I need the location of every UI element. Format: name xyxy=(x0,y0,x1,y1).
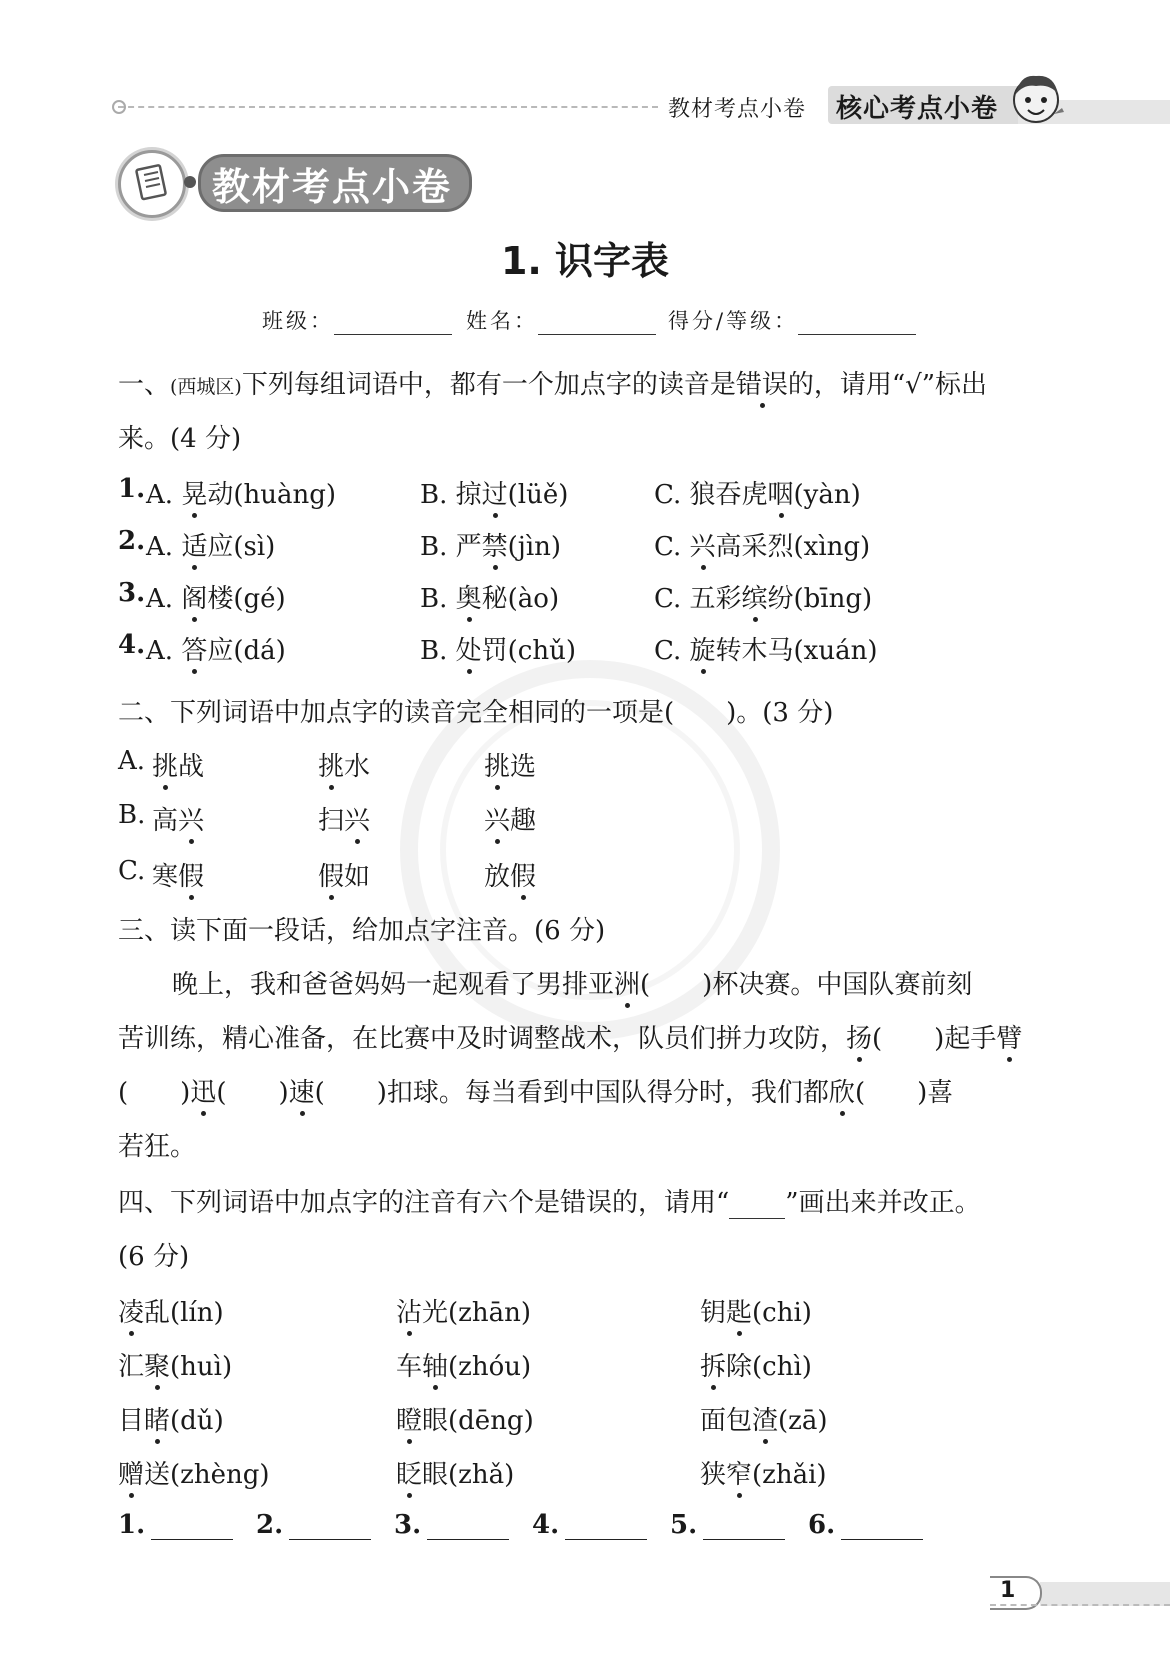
word-part: B. xyxy=(420,636,456,666)
word-part: 寒 xyxy=(152,862,179,892)
q3-heading: 三、读下面一段话，给加点字注音。(6 分) xyxy=(118,916,606,946)
q1-option-text xyxy=(654,636,877,666)
class-field xyxy=(262,305,452,335)
word-part: 眼(zhǎ) xyxy=(422,1460,515,1490)
q4-word[interactable] xyxy=(118,1454,270,1491)
q2-word xyxy=(152,800,204,837)
word-part: 车 xyxy=(396,1352,423,1382)
word-part: 目 xyxy=(118,1406,145,1436)
word-part: (jìn) xyxy=(507,532,562,562)
answer-blank-6 xyxy=(808,1510,923,1540)
footer-dashed-line xyxy=(990,1604,1170,1606)
word-part: 选 xyxy=(510,752,537,782)
q1-option-text xyxy=(420,480,568,510)
q2-word-text xyxy=(152,752,204,782)
word-part: 应(sì) xyxy=(207,532,276,562)
mascot-boy-icon xyxy=(1006,70,1066,132)
q1-option-c[interactable] xyxy=(654,526,870,563)
word-part: A. xyxy=(146,636,182,666)
q4-word[interactable] xyxy=(700,1346,812,1383)
q1-option-b[interactable] xyxy=(420,474,568,511)
q4-word-text xyxy=(396,1298,531,1328)
q1-option-text xyxy=(146,480,336,510)
q1-option-text xyxy=(654,480,861,510)
q4-word-text xyxy=(118,1460,270,1490)
dotted-char: 过 xyxy=(481,480,508,510)
q2-option-label: A. xyxy=(118,746,146,776)
word-part: 水 xyxy=(344,752,371,782)
header-left-label: 教材考点小卷 xyxy=(668,97,807,122)
q4-word-text xyxy=(118,1406,224,1436)
dotted-char: 挑 xyxy=(318,752,345,782)
answer-input[interactable] xyxy=(289,1513,371,1540)
dotted-char: 答 xyxy=(181,636,208,666)
q2-word xyxy=(318,746,370,783)
q4-word-text xyxy=(700,1352,812,1382)
word-part: (yàn) xyxy=(793,480,861,510)
word-part: 楼(gé) xyxy=(207,584,286,614)
answer-input[interactable] xyxy=(427,1513,509,1540)
q2-word-text xyxy=(152,806,204,836)
q4-word-text xyxy=(396,1460,514,1490)
q1-row-number: 4. xyxy=(118,630,146,660)
q1-option-text xyxy=(420,532,561,562)
dotted-char: 兴 xyxy=(344,806,371,836)
word-part: 罚(chǔ) xyxy=(481,636,576,666)
q4-word-text xyxy=(396,1406,534,1436)
q1-row-number: 1. xyxy=(118,474,146,504)
word-part: 送(zhèng) xyxy=(144,1460,270,1490)
word-part: 狭 xyxy=(700,1460,727,1490)
dotted-char: 阁 xyxy=(181,584,208,614)
header-dotted-line xyxy=(118,106,658,108)
dotted-char: 凌 xyxy=(118,1298,145,1328)
name-blank[interactable] xyxy=(538,312,656,335)
dotted-char: 聚 xyxy=(144,1352,171,1382)
header-right-label: 核心考点小卷 xyxy=(836,94,999,124)
word-part: A. xyxy=(146,584,182,614)
score-field xyxy=(668,305,916,335)
word-part: 如 xyxy=(344,862,371,892)
q4-word[interactable] xyxy=(118,1400,224,1437)
q1-dotted-word: 错误 xyxy=(735,370,788,400)
q1-option-text xyxy=(654,532,870,562)
q4-word[interactable] xyxy=(118,1292,224,1329)
q2-option-label: C. xyxy=(118,856,146,886)
q2-option-label: B. xyxy=(118,800,146,830)
q2-word xyxy=(484,800,536,837)
q4-word[interactable] xyxy=(396,1346,531,1383)
q2-word-text xyxy=(318,862,370,892)
answer-number: 6. xyxy=(808,1510,836,1540)
q1-option-c[interactable] xyxy=(654,630,877,667)
dotted-char: 拆 xyxy=(700,1352,727,1382)
answer-number: 1. xyxy=(118,1510,146,1540)
q4-word-text xyxy=(396,1352,531,1382)
word-part: C. 五彩 xyxy=(654,584,742,614)
q1-option-text xyxy=(146,584,286,614)
score-label: 得分/等级： xyxy=(668,309,799,333)
q1-option-text xyxy=(420,584,559,614)
answer-input[interactable] xyxy=(703,1513,785,1540)
q2-word xyxy=(318,800,370,837)
word-part: (chi) xyxy=(752,1298,812,1328)
q4-word[interactable] xyxy=(396,1454,514,1491)
q2-word xyxy=(484,856,536,893)
q2-word xyxy=(318,856,370,893)
dotted-char: 轴 xyxy=(422,1352,449,1382)
dotted-char: 兴 xyxy=(689,532,716,562)
dotted-char: 睹 xyxy=(144,1406,171,1436)
q1-option-c[interactable] xyxy=(654,474,861,511)
word-part: A. xyxy=(146,480,182,510)
q1-option-b[interactable] xyxy=(420,526,561,563)
dotted-char: 挑 xyxy=(484,752,511,782)
q4-word-text xyxy=(700,1406,828,1436)
dotted-char: 缤 xyxy=(741,584,768,614)
q4-underline-sample xyxy=(729,1194,785,1219)
q1-row-number: 2. xyxy=(118,526,146,556)
word-part: 光(zhān) xyxy=(422,1298,531,1328)
dotted-char: 窄 xyxy=(726,1460,753,1490)
q1-option-b[interactable] xyxy=(420,578,559,615)
word-part: 动(huàng) xyxy=(207,480,336,510)
word-part: 纷(bīng) xyxy=(767,584,873,614)
q1-option-a[interactable] xyxy=(146,526,275,563)
word-part: 高采烈(xìng) xyxy=(715,532,871,562)
answer-blank-3 xyxy=(394,1510,509,1540)
name-label: 姓名： xyxy=(466,309,538,333)
answer-input[interactable] xyxy=(565,1513,647,1540)
q4-word-text xyxy=(700,1460,827,1490)
badge-label: 教材考点小卷 xyxy=(212,165,453,209)
q2-word-text xyxy=(152,862,204,892)
q3-paragraph-line4: 若狂。 xyxy=(118,1132,197,1162)
dotted-char: 沾 xyxy=(396,1298,423,1328)
dotted-char: 渣 xyxy=(752,1406,779,1436)
word-part: B. xyxy=(420,584,456,614)
word-part: C. 狼吞虎 xyxy=(654,480,768,510)
dotted-char: 赠 xyxy=(118,1460,145,1490)
word-part: (zhóu) xyxy=(448,1352,532,1382)
q1-row-number: 3. xyxy=(118,578,146,608)
word-part: 除(chì) xyxy=(726,1352,812,1382)
dotted-char: 旋 xyxy=(689,636,716,666)
q4-word[interactable] xyxy=(396,1292,531,1329)
word-part: C. xyxy=(654,532,690,562)
q2-word-text xyxy=(484,752,536,782)
word-part: 汇 xyxy=(118,1352,145,1382)
page-title: 1. 识字表 xyxy=(500,239,670,283)
word-part: 放 xyxy=(484,862,511,892)
word-part: (lüě) xyxy=(507,480,569,510)
q4-word[interactable] xyxy=(396,1400,534,1437)
q2-word-text xyxy=(484,806,536,836)
word-part: (dǔ) xyxy=(170,1406,224,1436)
answer-number: 4. xyxy=(532,1510,560,1540)
dotted-char: 兴 xyxy=(178,806,205,836)
word-part: 乱(lín) xyxy=(144,1298,224,1328)
dotted-char: 瞪 xyxy=(396,1406,423,1436)
dotted-char: 眨 xyxy=(396,1460,423,1490)
q2-word-text xyxy=(484,862,536,892)
answer-number: 2. xyxy=(256,1510,284,1540)
answer-blank-1 xyxy=(118,1510,233,1540)
word-part: A. xyxy=(146,532,182,562)
word-part: 转木马(xuán) xyxy=(715,636,878,666)
q2-heading: 二、下列词语中加点字的读音完全相同的一项是( )。(3 分) xyxy=(118,698,834,728)
dotted-char: 假 xyxy=(178,862,205,892)
answer-blank-4 xyxy=(532,1510,647,1540)
q4-word[interactable] xyxy=(700,1400,828,1437)
word-part: 面包 xyxy=(700,1406,753,1436)
dotted-char: 适 xyxy=(181,532,208,562)
dotted-char: 处 xyxy=(455,636,482,666)
q1-heading: 一、(西城区)下列每组词语中，都有一个加点字的读音是错误的，请用“√”标出 xyxy=(118,370,988,400)
word-part: 扫 xyxy=(318,806,345,836)
q3-paragraph-line1: 晚上，我和爸爸妈妈一起观看了男排亚洲( )杯决赛。中国队赛前刻 xyxy=(172,970,973,1000)
q1-option-text xyxy=(654,584,872,614)
dotted-char: 挑 xyxy=(152,752,179,782)
q1-source: (西城区) xyxy=(170,376,242,398)
word-part: 趣 xyxy=(510,806,537,836)
q1-option-c[interactable] xyxy=(654,578,872,615)
word-part: 战 xyxy=(178,752,205,782)
watermark-inner-ring xyxy=(440,700,740,1000)
score-blank[interactable] xyxy=(798,312,916,335)
q4-word[interactable] xyxy=(700,1292,812,1329)
word-part: 秘(ào) xyxy=(481,584,560,614)
q3-paragraph-line2: 苦训练，精心准备，在比赛中及时调整战术，队员们拼力攻防，扬( )起手臂 xyxy=(118,1024,1023,1054)
answer-input[interactable] xyxy=(151,1513,233,1540)
dotted-char: 咽 xyxy=(767,480,794,510)
q2-word xyxy=(484,746,536,783)
q1-option-b[interactable] xyxy=(420,630,576,667)
word-part: C. xyxy=(654,636,690,666)
badge-connector xyxy=(184,176,196,188)
word-part: B. 掠 xyxy=(420,480,482,510)
q4-heading-cont: (6 分) xyxy=(118,1242,190,1272)
q1-option-text xyxy=(146,532,275,562)
q1-option-text xyxy=(420,636,576,666)
dotted-char: 禁 xyxy=(481,532,508,562)
q4-word-text xyxy=(118,1352,232,1382)
word-part: 钥 xyxy=(700,1298,727,1328)
word-part: (huì) xyxy=(170,1352,233,1382)
answer-number: 5. xyxy=(670,1510,698,1540)
q4-word-text xyxy=(118,1298,224,1328)
q1-option-text xyxy=(146,636,286,666)
q4-word[interactable] xyxy=(118,1346,232,1383)
class-label: 班级： xyxy=(262,309,334,333)
name-field xyxy=(466,305,656,335)
answer-blank-5 xyxy=(670,1510,785,1540)
page-number: 1 xyxy=(1000,1578,1016,1603)
class-blank[interactable] xyxy=(334,312,452,335)
dotted-char: 假 xyxy=(510,862,537,892)
q2-word-text xyxy=(318,752,370,782)
footer-bar xyxy=(1040,1582,1170,1606)
dotted-char: 假 xyxy=(318,862,345,892)
answer-input[interactable] xyxy=(841,1513,923,1540)
q2-word-text xyxy=(318,806,370,836)
badge-book-icon xyxy=(118,150,186,218)
word-part: (zhǎi) xyxy=(752,1460,827,1490)
q2-word xyxy=(152,856,204,893)
word-part: 应(dá) xyxy=(207,636,286,666)
dotted-char: 晃 xyxy=(181,480,208,510)
dotted-char: 奥 xyxy=(455,584,482,614)
word-part: 高 xyxy=(152,806,179,836)
word-part: B. 严 xyxy=(420,532,482,562)
answer-number: 3. xyxy=(394,1510,422,1540)
q4-word[interactable] xyxy=(700,1454,827,1491)
word-part: (zā) xyxy=(778,1406,828,1436)
q1-option-a[interactable] xyxy=(146,578,286,615)
q2-word xyxy=(152,746,204,783)
dotted-char: 兴 xyxy=(484,806,511,836)
word-part: 眼(dēng) xyxy=(422,1406,534,1436)
q1-option-a[interactable] xyxy=(146,474,336,511)
q1-heading-cont: 来。(4 分) xyxy=(118,424,242,454)
q3-paragraph-line3: ( )迅( )速( )扣球。每当看到中国队得分时，我们都欣( )喜 xyxy=(118,1078,954,1108)
q4-heading: 四、下列词语中加点字的注音有六个是错误的，请用“ ”画出来并改正。 xyxy=(118,1188,981,1218)
answer-blank-2 xyxy=(256,1510,371,1540)
q1-option-a[interactable] xyxy=(146,630,286,667)
q4-word-text xyxy=(700,1298,812,1328)
dotted-char: 匙 xyxy=(726,1298,753,1328)
